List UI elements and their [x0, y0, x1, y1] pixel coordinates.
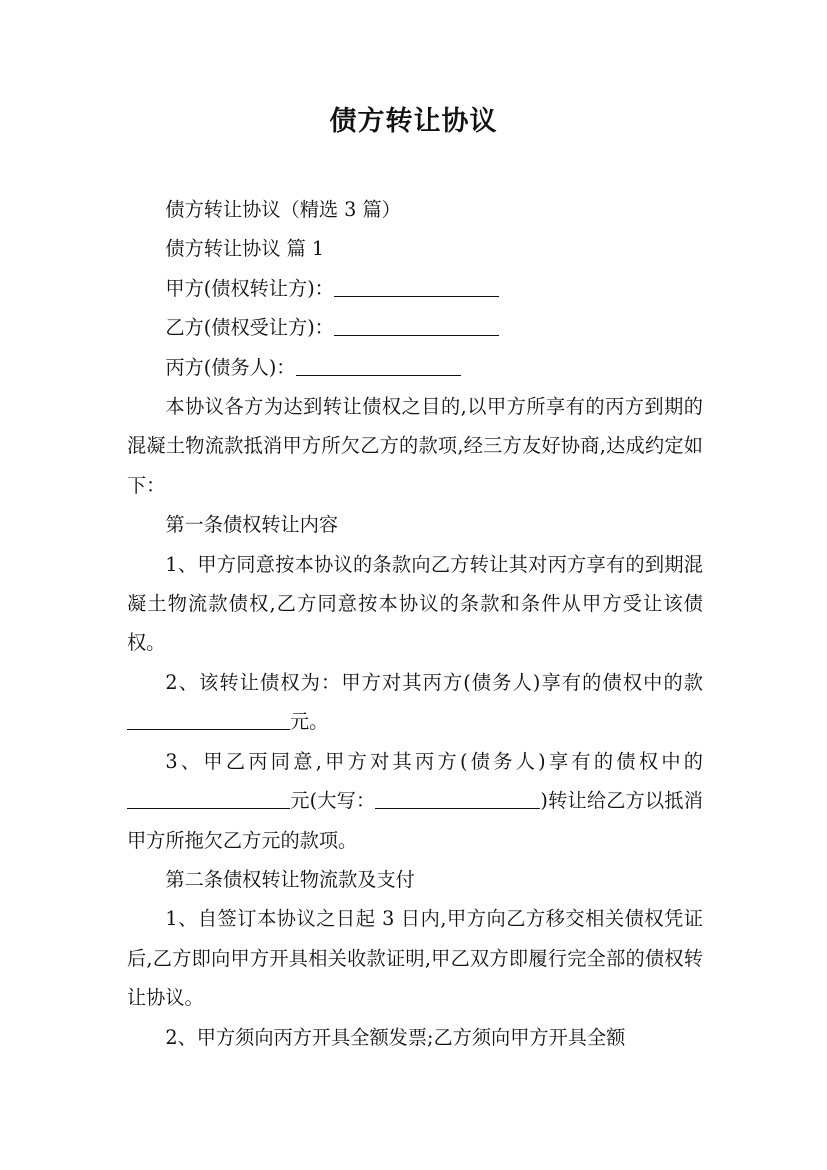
article-2-clause-1: 1、自签订本协议之日起 3 日内,甲方向乙方移交相关债权凭证后,乙方即向甲方开具相关收款证明,甲乙双方即履行完全部的债权转让协议。: [127, 907, 703, 1010]
party-c-blank: [296, 353, 461, 376]
party-b-blank: [334, 313, 499, 336]
clause-3-text: 3、甲乙丙同意,甲方对其丙方(债务人)享有的债权中的: [165, 749, 703, 773]
article-2-clause-2: 2、甲方须向丙方开具全额发票;乙方须向甲方开具全额: [165, 1025, 626, 1049]
party-c-label: 丙方(债务人)：: [165, 355, 296, 379]
amount-blank-2: [127, 786, 290, 809]
party-a-line: [127, 269, 703, 308]
article-1-clause-3: [127, 742, 703, 860]
article-1-heading: 第一条债权转让内容: [165, 513, 339, 537]
party-b-line: [127, 308, 703, 347]
clause-3-end: )转让给乙方以抵消甲方所拖欠乙方元的款项。: [127, 789, 703, 852]
clause-2-text: 2、该转让债权为：甲方对其丙方(债务人)享有的债权中的款: [165, 670, 703, 694]
party-a-blank: [334, 274, 499, 297]
subtitle: 债方转让协议（精选 3 篇）: [165, 198, 401, 221]
party-a-label: 甲方(债权转让方)：: [165, 276, 334, 300]
party-b-label: 乙方(债权受让方)：: [165, 316, 334, 340]
document-body: [127, 190, 703, 1057]
amount-words-blank: [375, 786, 540, 809]
intro-paragraph: 本协议各方为达到转让债权之目的,以甲方所享有的丙方到期的混凝土物流款抵消甲方所欠乙方的款项,经三方友好协商,达成约定如下：: [127, 395, 703, 497]
document-title: 债方转让协议: [329, 106, 498, 137]
clause-3-mid: 元(大写：: [290, 789, 376, 813]
article-1-clause-1: 1、甲方同意按本协议的条款向乙方转让其对丙方享有的到期混凝土物流款债权,乙方同意按本协议的条款和条件从甲方受让该债权。: [127, 552, 703, 655]
amount-blank: [127, 707, 290, 730]
clause-2-unit: 元。: [290, 710, 329, 734]
article-1-clause-2: [127, 663, 703, 742]
article-2-heading: 第二条债权转让物流款及支付: [165, 867, 415, 891]
section-heading: 债方转让协议 篇 1: [165, 237, 325, 261]
party-c-line: [127, 348, 703, 387]
